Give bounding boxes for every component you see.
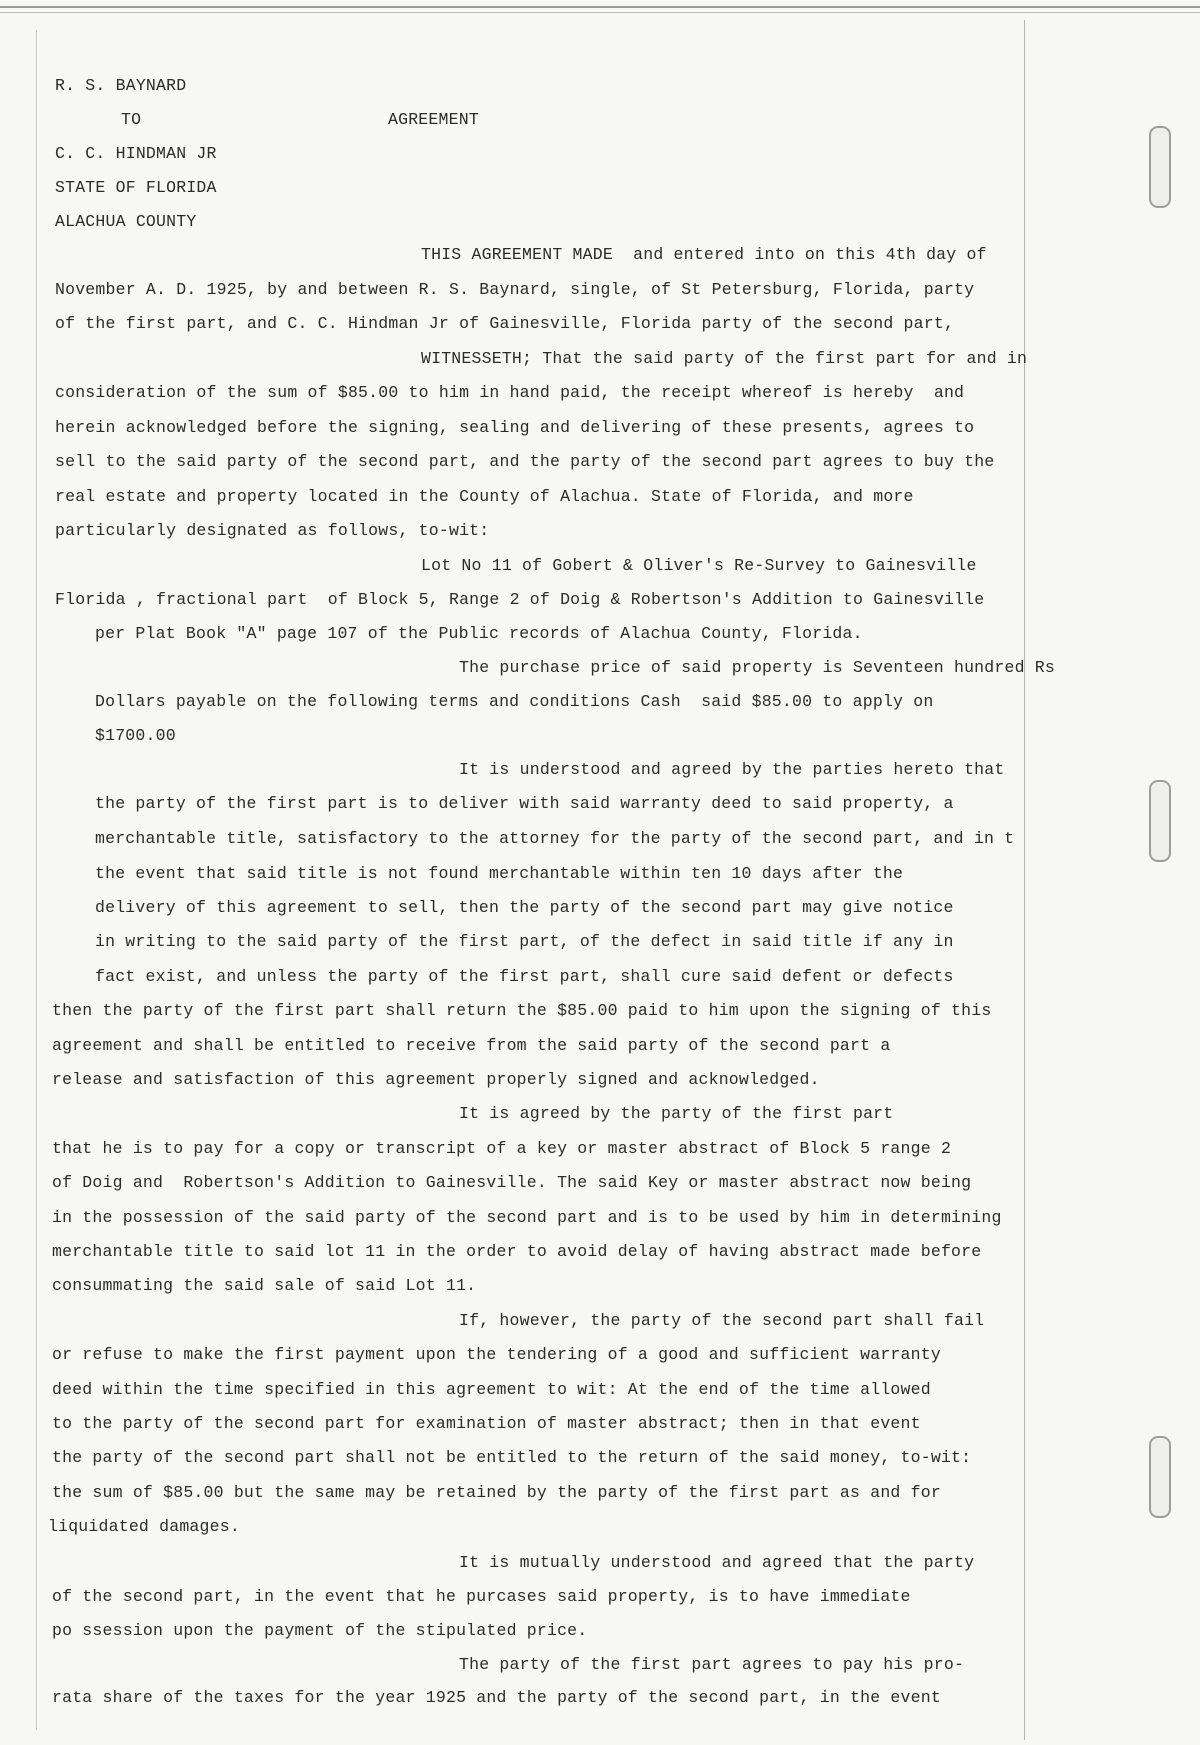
body-line: herein acknowledged before the signing, sealing and delivering of these presents, agrees to (55, 418, 975, 437)
body-line: Florida , fractional part of Block 5, Range 2 of Doig & Robertson's Addition to Gainesville (55, 590, 985, 609)
body-line: or refuse to make the first payment upon the tendering of a good and sufficient warranty (52, 1345, 941, 1364)
body-line: THIS AGREEMENT MADE and entered into on this 4th day of (421, 245, 987, 264)
body-line: delivery of this agreement to sell, then the party of the second part may give notice (95, 898, 954, 917)
grantor-name: R. S. BAYNARD (55, 76, 187, 95)
body-line: It is agreed by the party of the first part (459, 1104, 894, 1123)
body-line: It is mutually understood and agreed that the party (459, 1553, 975, 1572)
body-line: Dollars payable on the following terms and conditions Cash said $85.00 to apply on (95, 692, 934, 711)
body-line: $1700.00 (95, 726, 176, 745)
body-line: that he is to pay for a copy or transcript of a key or master abstract of Block 5 range 2 (52, 1139, 952, 1158)
body-line: release and satisfaction of this agreement properly signed and acknowledged. (52, 1070, 820, 1089)
body-line: the party of the first part is to deliver with said warranty deed to said property, a (95, 794, 954, 813)
body-line: November A. D. 1925, by and between R. S. Baynard, single, of St Petersburg, Florida, party (55, 280, 975, 299)
body-line: If, however, the party of the second part shall fail (459, 1311, 985, 1330)
body-line: the party of the second part shall not be entitled to the return of the said money, to-wit: (52, 1448, 972, 1467)
body-line: fact exist, and unless the party of the first part, shall cure said defent or defects (95, 967, 954, 986)
body-line: of the second part, in the event that he purcases said property, is to have immediate (52, 1587, 911, 1606)
state-label: STATE OF FLORIDA (55, 178, 217, 197)
right-margin-rule (1024, 20, 1025, 1740)
body-line: liquidated damages. (48, 1517, 240, 1536)
body-line: particularly designated as follows, to-wit: (55, 521, 490, 540)
top-border (0, 6, 1200, 13)
left-margin-line (36, 30, 37, 1730)
body-line: The purchase price of said property is Seventeen hundred Rs (459, 658, 1055, 677)
body-line: the sum of $85.00 but the same may be retained by the party of the first part as and for (52, 1483, 941, 1502)
body-line: of the first part, and C. C. Hindman Jr of Gainesville, Florida party of the second part, (55, 314, 955, 333)
body-line: WITNESSETH; That the said party of the first part for and in (421, 349, 1028, 368)
body-line: of Doig and Robertson's Addition to Gainesville. The said Key or master abstract now being (52, 1173, 972, 1192)
body-line: real estate and property located in the County of Alachua. State of Florida, and more (55, 487, 914, 506)
body-line: in writing to the said party of the first part, of the defect in said title if any in (95, 932, 954, 951)
body-line: consummating the said sale of said Lot 11. (52, 1276, 477, 1295)
body-line: per Plat Book "A" page 107 of the Public records of Alachua County, Florida. (95, 624, 863, 643)
body-line: agreement and shall be entitled to receive from the said party of the second part a (52, 1036, 891, 1055)
body-line: deed within the time specified in this agreement to wit: At the end of the time allowed (52, 1380, 931, 1399)
body-line: merchantable title to said lot 11 in the order to avoid delay of having abstract made before (52, 1242, 982, 1261)
body-line: rata share of the taxes for the year 1925 and the party of the second part, in the event (52, 1688, 941, 1707)
body-line: po ssession upon the payment of the stipulated price. (52, 1621, 588, 1640)
body-line: It is understood and agreed by the parties hereto that (459, 760, 1005, 779)
binder-hole-top (1149, 126, 1171, 208)
body-line: The party of the first part agrees to pay his pro- (459, 1655, 965, 1674)
to-label: TO (121, 110, 142, 129)
body-line: merchantable title, satisfactory to the attorney for the party of the second part, and in t (95, 829, 1015, 848)
body-line: the event that said title is not found merchantable within ten 10 days after the (95, 864, 904, 883)
county-label: ALACHUA COUNTY (55, 212, 197, 231)
grantee-name: C. C. HINDMAN JR (55, 144, 217, 163)
document-type: AGREEMENT (388, 110, 479, 129)
body-line: consideration of the sum of $85.00 to him in hand paid, the receipt whereof is hereby and (55, 383, 965, 402)
body-line: to the party of the second part for examination of master abstract; then in that event (52, 1414, 921, 1433)
body-line: Lot No 11 of Gobert & Oliver's Re-Survey to Gainesville (421, 556, 977, 575)
binder-hole-middle (1149, 780, 1171, 862)
body-line: then the party of the first part shall return the $85.00 paid to him upon the signing of this (52, 1001, 992, 1020)
binder-hole-bottom (1149, 1436, 1171, 1518)
body-line: in the possession of the said party of the second part and is to be used by him in determining (52, 1208, 1002, 1227)
body-line: sell to the said party of the second part, and the party of the second part agrees to buy the (55, 452, 995, 471)
